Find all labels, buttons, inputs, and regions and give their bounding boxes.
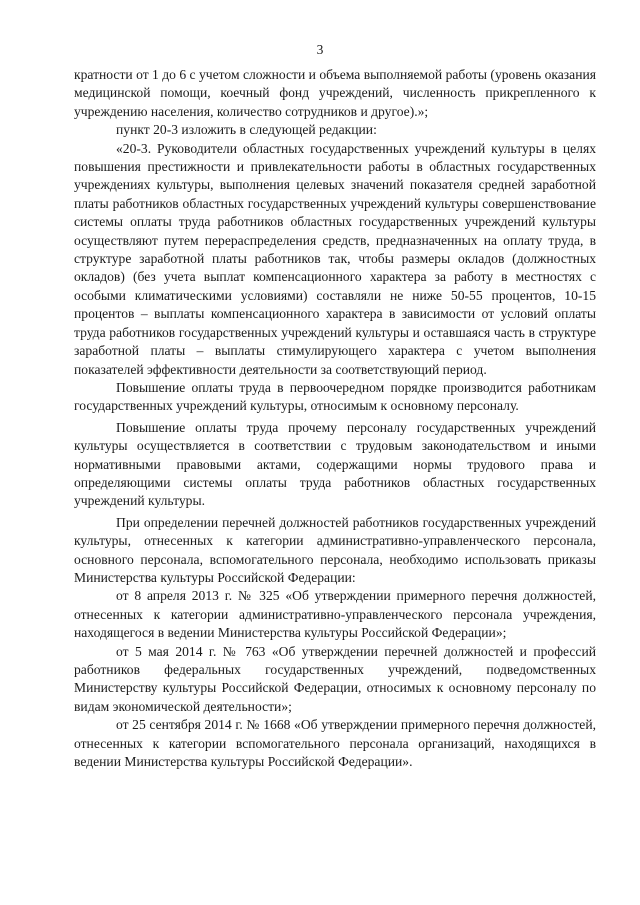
document-body: [74, 66, 596, 771]
paragraph-continuation: кратности от 1 до 6 с учетом сложности и объема выполняемой работы (уровень оказания медицинской помощи, коечный фонд учреждений, численность прикрепленного к учреждению населения, количество сотрудников и другое).»;: [74, 67, 597, 119]
paragraph-point-20-3: «20-3. Руководители областных государственных учреждений культуры в целях повышения престижности и привлекательности работы в областных государственных учреждениях культуры, выполнения целевых значений показателя средней заработной платы работников областных государственных учреждений культуры совершенствование системы оплаты труда работников областных государственных учреждений культуры осуществляют путем перераспределения средств, предназначенных на оплату труда, в структуре заработной платы работников так, чтобы размеры окладов (должностных окладов) (без учета выплат компенсационного характера за работу в местностях с особыми климатическими условиями) составляли не ниже 50-55 процентов, 10-15 процентов – выплаты компенсационного характера в зависимости от условий оплаты труда работников государственных учреждений культуры и оставшаяся часть в структуре заработной платы – выплаты стимулирующего характера с учетом выполнения показателей эффективности деятельности за соответствующий период.: [74, 140, 596, 377]
paragraph-position-lists: При определении перечней должностей работников государственных учреждений культуры, отнесенных к категории административно-управленческого персонала, основного персонала, вспомогательного персонала, необходимо использовать приказы Министерства культуры Российской Федерации:: [74, 514, 596, 585]
paragraph-order-325: от 8 апреля 2013 г. № 325 «Об утверждении примерного перечня должностей, отнесенных к категории административно-управленческого персонала учреждения, находящегося в ведении Министерства культуры Российской Федерации»;: [74, 588, 596, 641]
paragraph-point-intro: пункт 20-3 изложить в следующей редакции:: [116, 122, 377, 138]
paragraph-order-1668: от 25 сентября 2014 г. № 1668 «Об утверждении примерного перечня должностей, отнесенных к категории вспомогательного персонала организаций, находящихся в ведении Министерства культуры Российской Федерации».: [74, 717, 596, 770]
paragraph-order-763: от 5 мая 2014 г. № 763 «Об утверждении перечней должностей и профессий работников федеральных государственных учреждений, подведомственных Министерству культуры Российской Федерации, относимых к основному персоналу по видам экономической деятельности»;: [74, 643, 596, 714]
paragraph-priority-raise: Повышение оплаты труда в первоочередном порядке производится работникам государственных учреждений культуры, относимым к основному персоналу.: [74, 379, 596, 414]
paragraph-other-staff-raise: Повышение оплаты труда прочему персоналу государственных учреждений культуры осуществляется в соответствии с трудовым законодательством и иными нормативными правовыми актами, содержащими нормы трудового права и определяющими системы оплаты труда работников областных государственных учреждений культуры.: [74, 419, 596, 509]
page-number: 3: [316, 42, 324, 57]
